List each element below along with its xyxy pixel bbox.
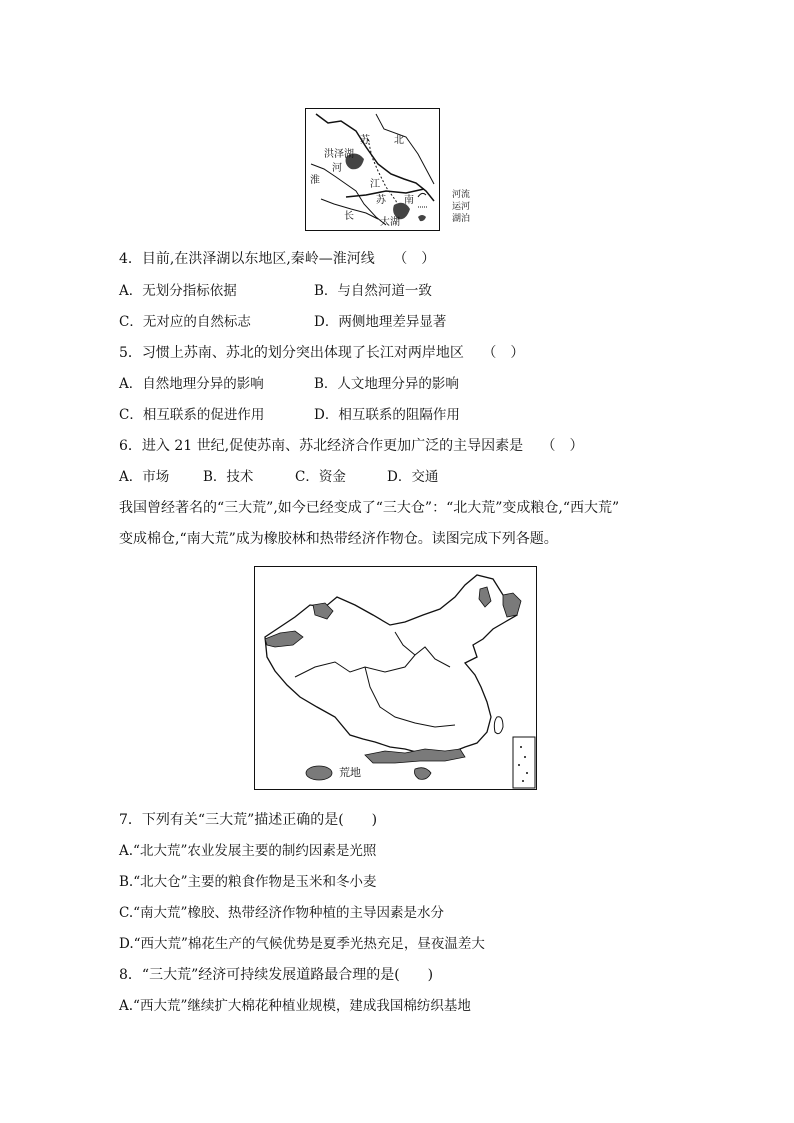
legend-river: 河流: [452, 190, 471, 200]
intro-line-2: 变成棉仓,“南大荒”成为橡胶林和热带经济作物仓。读图完成下列各题。: [119, 531, 558, 547]
q4-stem: 4．目前,在洪泽湖以东地区,秦岭—淮河线 （ ）: [119, 251, 436, 267]
china-map-drawing: [255, 567, 536, 789]
q6-option-a: A．市场: [119, 469, 170, 485]
q6-option-c: C．资金: [295, 469, 346, 485]
label-su: 苏: [360, 135, 370, 146]
legend-canal: 运河: [452, 202, 471, 212]
wasteland-legend-label: 荒地: [339, 766, 361, 779]
label-bei: 北: [394, 135, 404, 146]
intro-line-1: 我国曾经著名的“三大荒”,如今已经变成了“三大仓”：“北大荒”变成粮仓,“西大荒”: [119, 500, 620, 516]
q6-stem: 6．进入 21 世纪,促使苏南、苏北经济合作更加广泛的主导因素是 （ ）: [119, 438, 584, 454]
q7-option-d: D.“西大荒”棉花生产的气候优势是夏季光热充足，昼夜温差大: [119, 936, 485, 952]
q7-stem: 7．下列有关“三大荒”描述正确的是( ): [119, 812, 378, 828]
q7-option-c: C.“南大荒”橡胶、热带经济作物种植的主导因素是水分: [119, 905, 444, 921]
q5-option-a: A．自然地理分异的影响: [119, 376, 264, 392]
q5-stem: 5．习惯上苏南、苏北的划分突出体现了长江对两岸地区 （ ）: [119, 345, 525, 361]
label-su2: 苏: [376, 195, 386, 206]
label-taihu: 太湖: [380, 217, 400, 228]
label-hongzehu: 洪泽湖: [324, 149, 354, 160]
q7-option-b: B.“北大仓”主要的粮食作物是玉米和冬小麦: [119, 874, 377, 890]
q5-option-c: C．相互联系的促进作用: [119, 407, 265, 423]
q6-option-d: D．交通: [387, 469, 439, 485]
label-jiang: 江: [370, 179, 380, 190]
q4-option-a: A．无划分指标依据: [119, 283, 237, 299]
q7-option-a: A.“北大荒”农业发展主要的制约因素是光照: [119, 843, 377, 859]
q5-option-b: B．人文地理分异的影响: [314, 376, 459, 392]
legend-lake: 湖泊: [452, 214, 471, 224]
q8-stem: 8．“三大荒”经济可持续发展道路最合理的是( ): [119, 967, 434, 983]
q8-option-a: A.“西大荒”继续扩大棉花种植业规模，建成我国棉纺织基地: [119, 998, 471, 1014]
q6-option-b: B．技术: [203, 469, 254, 485]
label-chang: 长: [344, 211, 354, 222]
label-huai: 淮: [310, 175, 320, 186]
jiangsu-map-drawing: [306, 109, 439, 230]
q4-option-b: B．与自然河道一致: [314, 283, 432, 299]
q4-option-d: D．两侧地理差异显著: [314, 314, 447, 330]
q5-option-d: D．相互联系的阻隔作用: [314, 407, 460, 423]
label-he: 河: [332, 163, 342, 174]
label-nan: 南: [404, 195, 414, 206]
jiangsu-map: [305, 108, 440, 231]
q4-option-c: C．无对应的自然标志: [119, 314, 251, 330]
china-map: [254, 566, 537, 790]
